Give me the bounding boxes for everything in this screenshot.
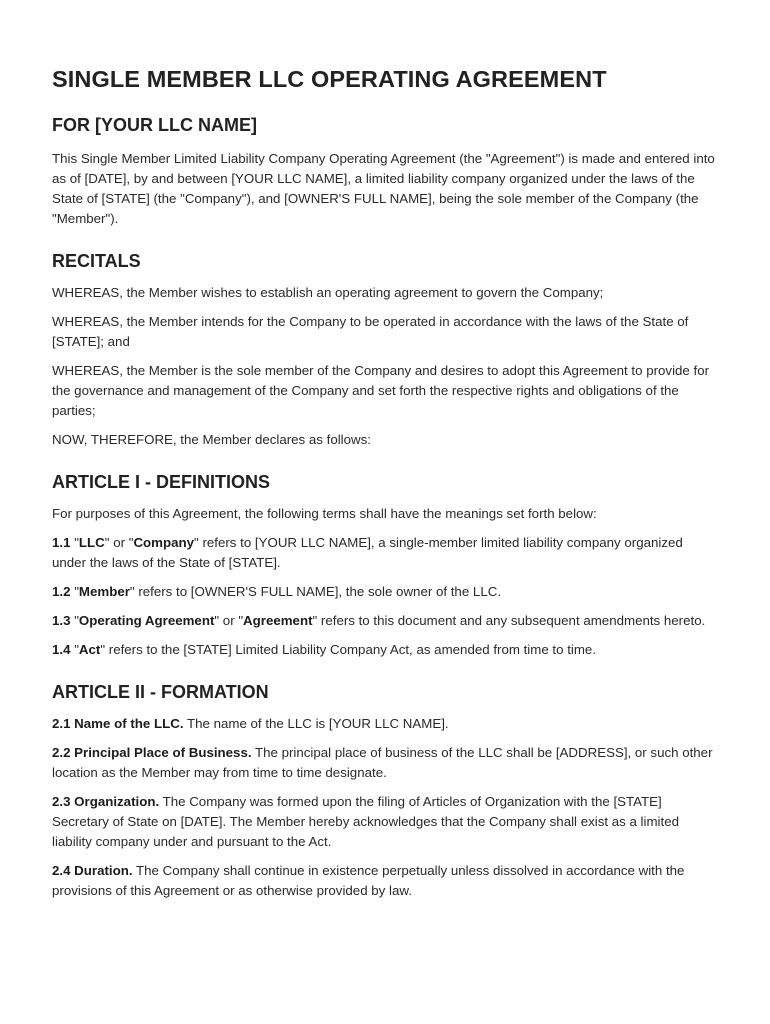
- section-label: 2.4 Duration.: [52, 863, 133, 878]
- section-2-2: [52, 743, 718, 783]
- defined-term: Agreement: [243, 613, 313, 628]
- section-text: The Company was formed upon the filing of Articles of Organization with the [STATE] Secretary of State on [DATE]. The Member hereby acknowledges that the Company shall exist as a limited liability company under and pursuant to the Act.: [52, 794, 679, 849]
- article-2-section: [52, 682, 718, 901]
- recital-paragraph: NOW, THEREFORE, the Member declares as follows:: [52, 432, 371, 447]
- definition-1-4: [52, 640, 718, 660]
- document-subtitle: FOR [YOUR LLC NAME]: [52, 115, 257, 135]
- defined-term: Act: [78, 642, 101, 657]
- intro-paragraph: This Single Member Limited Liability Company Operating Agreement (the "Agreement") is made and entered into as of [DATE], by and between [YOUR LLC NAME], a limited liability company organized under the laws of the State of [STATE] (the "Company"), and [OWNER'S FULL NAME], being the sole member of the Company (the "Member").: [52, 151, 715, 226]
- definition-1-1: [52, 533, 718, 573]
- definition-1-3: [52, 611, 718, 631]
- defined-term: LLC: [78, 535, 105, 550]
- clause-number: 1.1: [52, 535, 71, 550]
- recital-paragraph: WHEREAS, the Member is the sole member of the Company and desires to adopt this Agreement to provide for the governance and management of the Company and set forth the respective rights and obligations of the parties;: [52, 363, 710, 418]
- recital-paragraph: WHEREAS, the Member intends for the Company to be operated in accordance with the laws of the State of [STATE]; and: [52, 314, 689, 349]
- section-2-4: [52, 861, 718, 901]
- section-2-3: [52, 792, 718, 852]
- definition-text: " refers to the [STATE] Limited Liability Company Act, as amended from time to time.: [100, 642, 597, 657]
- clause-number: 1.4: [52, 642, 71, 657]
- section-text: The principal place of business of the LLC shall be [ADDRESS], or such other location as the Member may from time to time designate.: [52, 745, 713, 780]
- section-label: 2.3 Organization.: [52, 794, 160, 809]
- definition-text: " refers to [YOUR LLC NAME], a single-member limited liability company organized under the laws of the State of [STATE].: [52, 535, 683, 570]
- recitals-section: [52, 251, 718, 450]
- definition-text: " refers to this document and any subsequent amendments hereto.: [312, 613, 706, 628]
- defined-term: Operating Agreement: [78, 613, 215, 628]
- definition-text: " refers to [OWNER'S FULL NAME], the sole owner of the LLC.: [129, 584, 502, 599]
- clause-number: 1.3: [52, 613, 71, 628]
- article-1-heading: ARTICLE I - DEFINITIONS: [52, 472, 270, 492]
- quote: ": [70, 642, 79, 657]
- quote: ": [70, 613, 79, 628]
- quote: " or ": [214, 613, 244, 628]
- section-2-1: [52, 714, 718, 734]
- definitions-intro: For purposes of this Agreement, the following terms shall have the meanings set forth below:: [52, 506, 597, 521]
- article-1-section: [52, 472, 718, 660]
- quote: ": [70, 584, 79, 599]
- section-text: The Company shall continue in existence perpetually unless dissolved in accordance with the provisions of this Agreement or as otherwise provided by law.: [52, 863, 685, 898]
- defined-term: Company: [133, 535, 195, 550]
- section-label: 2.2 Principal Place of Business.: [52, 745, 252, 760]
- recitals-heading: RECITALS: [52, 251, 141, 271]
- definition-1-2: [52, 582, 718, 602]
- document-title: SINGLE MEMBER LLC OPERATING AGREEMENT: [52, 66, 607, 92]
- recital-paragraph: WHEREAS, the Member wishes to establish an operating agreement to govern the Company;: [52, 285, 604, 300]
- clause-number: 1.2: [52, 584, 71, 599]
- section-label: 2.1 Name of the LLC.: [52, 716, 184, 731]
- article-2-heading: ARTICLE II - FORMATION: [52, 682, 269, 702]
- section-text: The name of the LLC is [YOUR LLC NAME].: [183, 716, 449, 731]
- quote: " or ": [104, 535, 134, 550]
- defined-term: Member: [78, 584, 130, 599]
- quote: ": [70, 535, 79, 550]
